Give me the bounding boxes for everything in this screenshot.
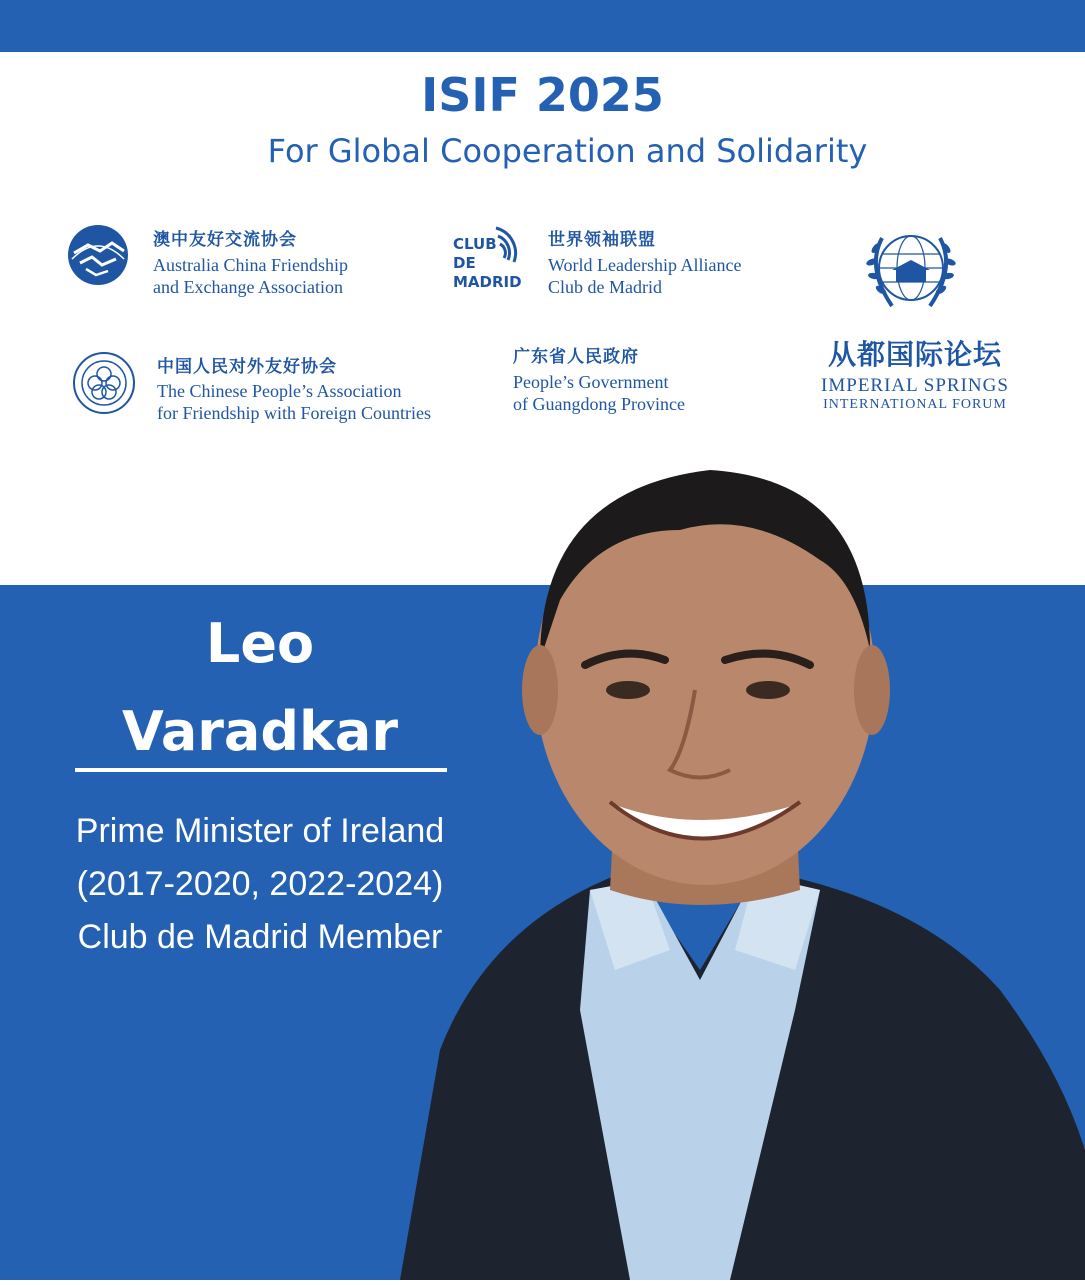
org-en-name-line2: of Guangdong Province <box>513 394 685 414</box>
speaker-first-name: Leo <box>205 612 315 675</box>
name-divider <box>75 768 447 772</box>
club-de-madrid-logo <box>452 222 532 292</box>
org-cn-name: 世界领袖联盟 <box>548 230 656 250</box>
logo-text-de: DE <box>453 254 476 272</box>
org-cpaffc <box>157 352 431 424</box>
handshake-globe-icon <box>66 223 130 287</box>
event-subtitle: For Global Cooperation and Solidarity <box>267 132 868 170</box>
event-title: ISIF 2025 <box>421 68 664 122</box>
org-en-name-line2: INTERNATIONAL FORUM <box>823 397 1007 412</box>
speaker-role-line1: Prime Minister of Ireland <box>75 812 445 850</box>
org-en-name-line1: World Leadership Alliance <box>548 255 742 275</box>
org-acfea <box>153 225 348 298</box>
org-en-name-line1: Australia China Friendship <box>153 255 348 275</box>
globe-laurel-icon <box>852 218 970 318</box>
org-cn-name: 中国人民对外友好协会 <box>157 357 337 377</box>
org-guangdong <box>513 342 685 415</box>
speaker-role-line3: Club de Madrid Member <box>77 918 443 956</box>
logo-text-madrid: MADRID <box>453 273 522 291</box>
speaker-last-name: Varadkar <box>122 700 398 763</box>
org-cn-name: 广东省人民政府 <box>513 347 639 367</box>
org-cn-name: 从都国际论坛 <box>827 338 1002 371</box>
org-en-name-line2: for Friendship with Foreign Countries <box>157 403 431 423</box>
org-club-de-madrid <box>548 225 741 298</box>
org-cn-name: 澳中友好交流协会 <box>153 230 297 250</box>
org-en-name-line2: and Exchange Association <box>153 277 343 297</box>
org-imperial-springs <box>815 333 1015 413</box>
org-en-name-line1: People’s Government <box>513 372 669 392</box>
cpaffc-seal-icon <box>71 350 137 416</box>
logo-text-club: CLUB <box>453 235 497 253</box>
org-en-name-line1: The Chinese People’s Association <box>157 381 402 401</box>
speaker-role-line2: (2017-2020, 2022-2024) <box>76 865 444 903</box>
org-en-name-line1: IMPERIAL SPRINGS <box>821 375 1009 396</box>
org-en-name-line2: Club de Madrid <box>548 277 662 297</box>
top-bar <box>0 0 1085 52</box>
